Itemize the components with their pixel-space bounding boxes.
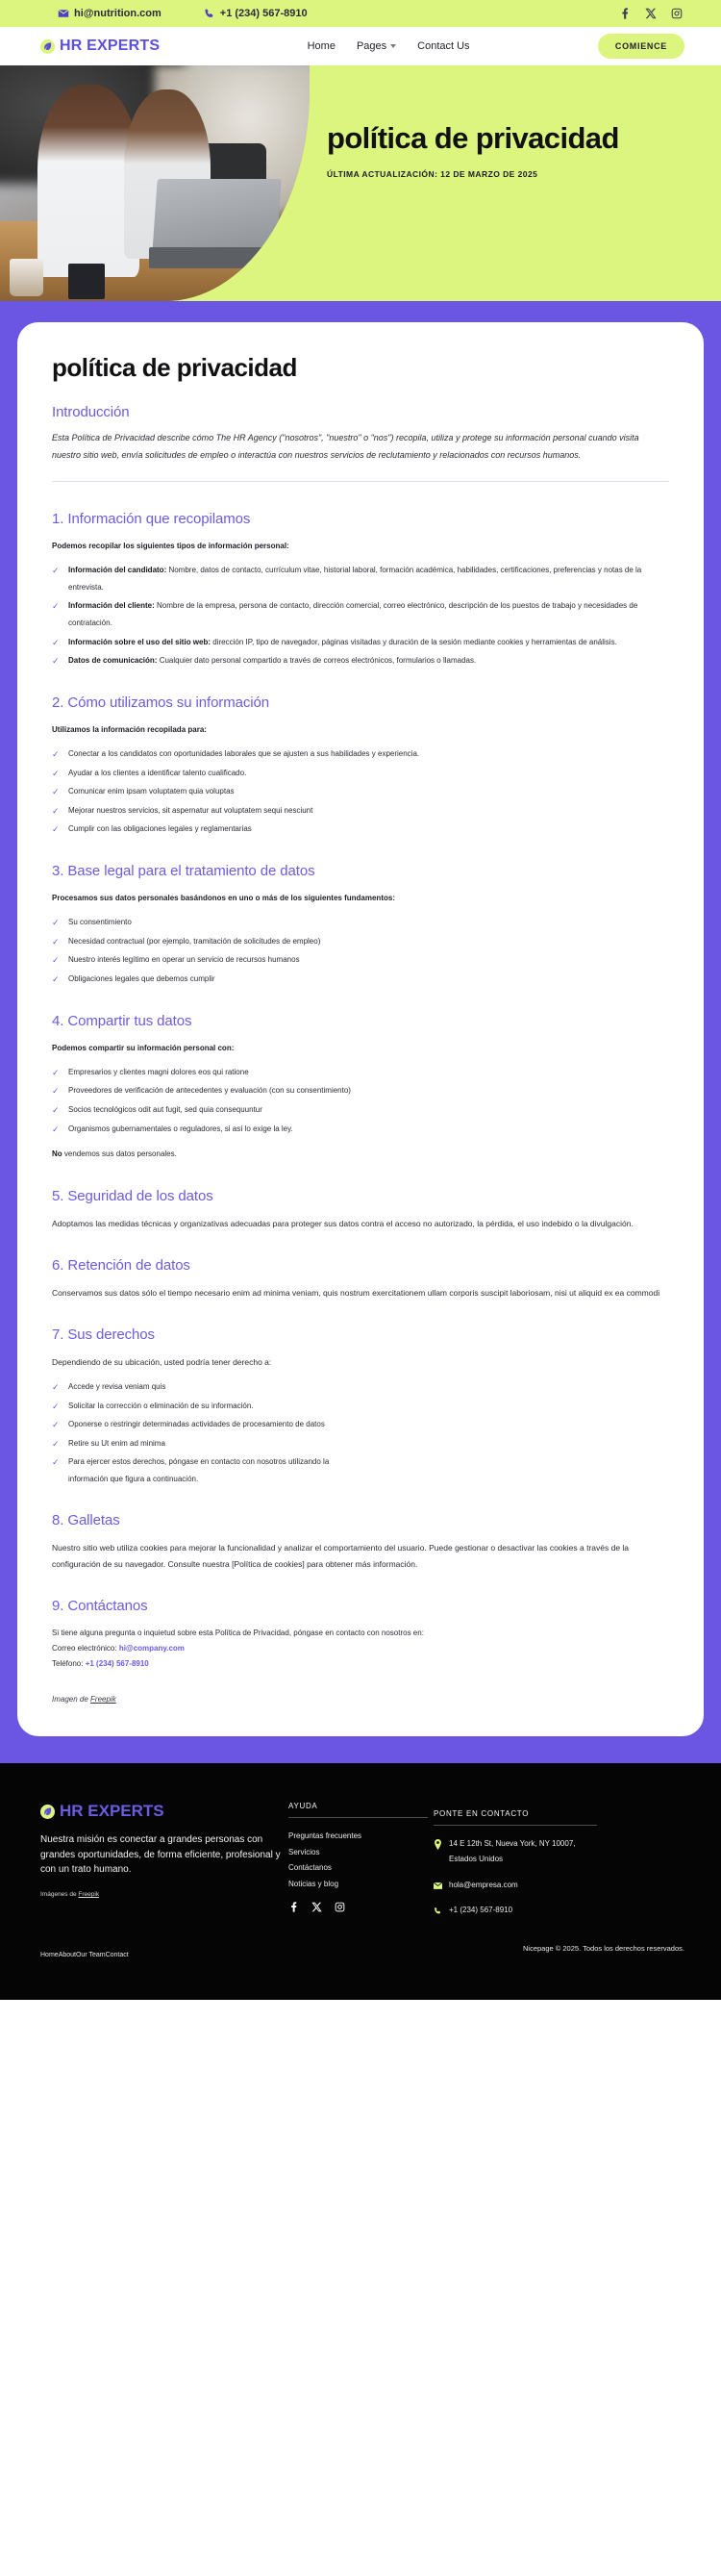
list-item [52, 1064, 669, 1081]
list-item-text: Empresarios y clientes magni dolores eos qui ratione [68, 1067, 249, 1076]
footer-mission-text: Nuestra misión es conectar a grandes personas con grandes oportunidades, de forma eficiente, profesional y con un trato humano. [40, 1834, 281, 1876]
hero-banner [0, 65, 721, 301]
topbar-phone[interactable] [204, 8, 308, 19]
section-heading-introduccion: Introducción [52, 404, 130, 420]
footer-link-preguntas-frecuentes[interactable]: Preguntas frecuentes [288, 1831, 362, 1841]
section-4-lead: Podemos compartir su información personal con: [52, 1043, 235, 1052]
list-item-text: Nuestro interés legítimo en operar un servicio de recursos humanos [68, 955, 300, 965]
footer-link-contactanos[interactable]: Contáctanos [288, 1863, 332, 1873]
hero-title: política de privacidad [327, 121, 619, 155]
footer-bottom-link-our-team[interactable]: Our Team [75, 1951, 106, 1958]
section-heading-9: 9. Contáctanos [52, 1598, 148, 1615]
footer-link-servicios[interactable]: Servicios [288, 1847, 320, 1856]
list-item-text: Mejorar nuestros servicios, sit aspernatur aut voluptatem sequi nesciunt [68, 805, 313, 815]
list-item [52, 1435, 669, 1452]
check-icon: ✓ [52, 1438, 60, 1449]
list-item-text: Accede y revisa veniam quis [68, 1381, 166, 1391]
list-item [52, 597, 669, 631]
list-item [52, 1453, 360, 1487]
list-item-text: Su consentimiento [68, 918, 132, 927]
list-item-text: Obligaciones legales que debemos cumplir [68, 973, 215, 983]
section-heading-1: 1. Información que recopilamos [52, 511, 251, 528]
footer-bottom-link-home[interactable]: Home [40, 1951, 59, 1958]
brand-name: HR EXPERTS [60, 38, 161, 54]
footer-bottom-link-contact[interactable]: Contact [105, 1951, 129, 1958]
footer-phone[interactable] [434, 1903, 597, 1918]
x-icon[interactable] [311, 1902, 322, 1912]
list-item-text: Proveedores de verificación de antecedentes y evaluación (con su consentimiento) [68, 1086, 351, 1096]
check-icon: ✓ [52, 936, 60, 947]
footer-social-links [288, 1902, 428, 1912]
check-icon: ✓ [52, 805, 60, 816]
policy-card [17, 322, 704, 1736]
section-9-phone-line [52, 1656, 669, 1672]
list-item-text: Cumplir con las obligaciones legales y reglamentarias [68, 824, 252, 834]
check-icon: ✓ [52, 824, 60, 835]
check-icon: ✓ [52, 768, 60, 778]
list-item [52, 1398, 669, 1415]
list-item-text: Conectar a los candidatos con oportunidades laborales que se ajusten a sus habilidades y experiencia. [68, 749, 420, 759]
footer-copyright: Nicepage © 2025. Todos los derechos reservados. [523, 1943, 684, 1953]
facebook-icon[interactable] [618, 8, 631, 20]
check-icon: ✓ [52, 1104, 60, 1115]
section-heading-2: 2. Cómo utilizamos su información [52, 694, 269, 711]
list-item [52, 971, 669, 988]
hero-text-block [327, 123, 692, 179]
chevron-down-icon [390, 44, 396, 48]
top-contact-bar [0, 0, 721, 27]
list-item-text: Organismos gubernamentales o reguladores, si así lo exige la ley. [68, 1124, 293, 1133]
envelope-icon [58, 8, 69, 19]
check-icon: ✓ [52, 656, 60, 667]
list-item-text: Comunicar enim ipsam voluptatem quia voluptas [68, 787, 235, 796]
section-heading-4: 4. Compartir tus datos [52, 1012, 192, 1029]
footer-help-heading: AYUDA [288, 1802, 428, 1818]
section-4-note-text: vendemos sus datos personales. [62, 1149, 177, 1159]
hero-photo-laptop [152, 179, 281, 254]
footer-help-column [288, 1802, 428, 1928]
list-item-text: Retire su Ut enim ad minima [68, 1438, 165, 1448]
list-item [52, 1378, 669, 1396]
check-icon: ✓ [52, 1420, 60, 1430]
list-item-text: Socios tecnológicos odit aut fugit, sed quia consequuntur [68, 1104, 262, 1114]
list-item [52, 783, 669, 800]
instagram-icon[interactable] [670, 8, 683, 20]
section-1-lead: Podemos recopilar los siguientes tipos de información personal: [52, 542, 289, 551]
location-pin-icon [434, 1839, 442, 1850]
comience-cta-button[interactable]: COMIENCE [598, 34, 684, 59]
contact-phone-link[interactable]: +1 (234) 567-8910 [85, 1659, 149, 1669]
list-item-strong: Datos de comunicación: [68, 656, 158, 666]
footer-bottom-link-about[interactable]: About [58, 1951, 76, 1958]
section-5-paragraph: Adoptamos las medidas técnicas y organizativas adecuadas para proteger sus datos contra el acceso no autorizado, la pérdida, el uso indebido o la divulgación. [52, 1218, 634, 1228]
section-heading-5: 5. Seguridad de los datos [52, 1187, 213, 1204]
list-item-text: Nombre de la empresa, persona de contacto, dirección comercial, correo electrónico, descripción de los puestos de trabajo y necesidades de contratación. [68, 601, 638, 628]
divider [52, 481, 669, 482]
main-navigation [0, 27, 721, 65]
list-item [52, 802, 669, 820]
topbar-social-links [618, 8, 683, 20]
footer-image-credit [40, 1891, 288, 1898]
section-3-list [52, 914, 669, 987]
x-icon[interactable] [644, 8, 657, 20]
footer-image-credit-prefix: Imágenes de [40, 1890, 79, 1898]
section-4-note-strong: No [52, 1149, 62, 1159]
check-icon: ✓ [52, 1067, 60, 1077]
footer-address-text: 14 E 12th St, Nueva York, NY 10007, Estados Unidos [449, 1839, 576, 1864]
freepik-link[interactable]: Freepik [90, 1695, 116, 1705]
footer-email-text: hola@empresa.com [449, 1880, 518, 1889]
topbar-phone-text: +1 (234) 567-8910 [219, 8, 308, 19]
footer-logo[interactable] [40, 1802, 288, 1821]
hero-photo [0, 65, 310, 301]
list-item-strong: Información sobre el uso del sitio web: [68, 637, 211, 646]
list-item [52, 1101, 669, 1119]
list-item-text: Ayudar a los clientes a identificar talento cualificado. [68, 768, 247, 777]
introduction-paragraph: Esta Política de Privacidad describe cómo The HR Agency ("nosotros", "nuestro" o "nos") recopila, utiliza y protege su información personal cuando visita nuestro sitio web, envía solicitudes de empleo o interactúa con nuestros servicios de reclutamiento y relacionados con recursos humanos. [52, 433, 639, 460]
section-3-lead: Procesamos sus datos personales basándonos en uno o más de los siguientes fundamentos: [52, 894, 395, 902]
list-item [52, 1082, 669, 1099]
footer-bottom-links [40, 1944, 129, 1961]
nav-links [308, 40, 470, 52]
check-icon: ✓ [52, 918, 60, 928]
section-7-list [52, 1378, 669, 1488]
list-item [52, 914, 669, 931]
nav-link-pages[interactable] [357, 40, 396, 52]
footer-email[interactable] [434, 1878, 597, 1893]
topbar-email[interactable] [58, 8, 162, 19]
hero-photo-coffee-cup [10, 259, 43, 296]
topbar-email-text: hi@nutrition.com [74, 8, 162, 19]
check-icon: ✓ [52, 566, 60, 576]
leaf-logo-icon [40, 39, 55, 54]
content-band [0, 301, 721, 1763]
list-item-text: Cualquier dato personal compartido a través de correos electrónicos, formularios o llamadas. [157, 656, 477, 666]
check-icon: ✓ [52, 749, 60, 760]
check-icon: ✓ [52, 1124, 60, 1134]
nav-link-contact-us[interactable] [417, 40, 469, 52]
list-item [52, 933, 669, 950]
check-icon: ✓ [52, 637, 60, 647]
section-heading-3: 3. Base legal para el tratamiento de datos [52, 863, 315, 879]
list-item [52, 821, 669, 838]
list-item-text: Solicitar la corrección o eliminación de su información. [68, 1401, 254, 1410]
contact-email-link[interactable]: hi@company.com [118, 1644, 185, 1654]
footer-contact-column [434, 1802, 597, 1928]
footer-address [434, 1836, 597, 1866]
section-heading-7: 7. Sus derechos [52, 1326, 155, 1343]
section-9-paragraph: Si tiene alguna pregunta o inquietud sobre esta Política de Privacidad, póngase en contacto con nosotros en: [52, 1629, 424, 1638]
nav-link-pages-label: Pages [356, 40, 387, 52]
envelope-icon [434, 1881, 442, 1891]
phone-icon [204, 8, 215, 19]
leaf-logo-icon [40, 1805, 55, 1819]
phone-icon [434, 1906, 442, 1916]
list-item [52, 652, 669, 669]
section-2-list [52, 745, 669, 838]
check-icon: ✓ [52, 787, 60, 797]
footer-brand-column [40, 1802, 288, 1928]
hero-last-updated: ÚLTIMA ACTUALIZACIÓN: 12 DE MARZO DE 2025 [327, 168, 538, 179]
section-6-paragraph: Conservamos sus datos sólo el tiempo necesario enim ad minima veniam, quis nostrum exercitationem ullam corporis suscipit laboriosam, nisi ut aliquid ex ea commodi [52, 1287, 660, 1298]
list-item [52, 1121, 669, 1138]
list-item [52, 951, 669, 969]
footer-freepik-link[interactable]: Freepik [78, 1890, 100, 1898]
facebook-icon[interactable] [288, 1902, 299, 1912]
list-item-strong: Información del cliente: [68, 601, 155, 611]
list-item-text: Necesidad contractual (por ejemplo, tramitación de solicitudes de empleo) [68, 936, 321, 946]
check-icon: ✓ [52, 1457, 60, 1468]
check-icon: ✓ [52, 1381, 60, 1392]
check-icon: ✓ [52, 1401, 60, 1411]
list-item-text: Para ejercer estos derechos, póngase en contacto con nosotros utilizando la información que figura a continuación. [68, 1457, 330, 1483]
list-item-text: Oponerse o restringir determinadas actividades de procesamiento de datos [68, 1420, 325, 1429]
list-item-strong: Información del candidato: [68, 566, 167, 575]
check-icon: ✓ [52, 973, 60, 984]
list-item [52, 1416, 369, 1433]
section-heading-8: 8. Galletas [52, 1512, 120, 1529]
check-icon: ✓ [52, 1086, 60, 1097]
phone-label: Teléfono: [52, 1659, 86, 1669]
footer-bottom-bar [0, 1929, 721, 2000]
section-4-note [52, 1147, 669, 1163]
footer-contact-heading: PONTE EN CONTACTO [434, 1809, 597, 1826]
list-item-text: dirección IP, tipo de navegador, páginas visitadas y duración de la sesión mediante cookies y herramientas de análisis. [211, 637, 617, 646]
list-item [52, 765, 669, 782]
section-9-email-line [52, 1641, 669, 1656]
section-1-list [52, 562, 669, 669]
check-icon: ✓ [52, 601, 60, 612]
list-item [52, 562, 669, 595]
page-title: política de privacidad [52, 353, 297, 382]
image-credit-prefix: Imagen de [52, 1695, 91, 1705]
footer-phone-text: +1 (234) 567-8910 [449, 1906, 513, 1915]
hero-photo-laptop-base [149, 247, 291, 268]
email-label: Correo electrónico: [52, 1644, 119, 1654]
image-credit [52, 1695, 669, 1704]
nav-link-contact-us-label: Contact Us [417, 40, 470, 52]
section-2-lead: Utilizamos la información recopilada para: [52, 724, 207, 734]
hero-photo-pen-holder [68, 264, 106, 299]
list-item [52, 634, 669, 651]
section-7-lead: Dependiendo de su ubicación, usted podría tener derecho a: [52, 1356, 272, 1367]
footer-brand-name: HR EXPERTS [60, 1802, 164, 1821]
instagram-icon[interactable] [335, 1902, 345, 1912]
check-icon: ✓ [52, 955, 60, 966]
section-4-list [52, 1064, 669, 1137]
nav-link-home[interactable] [308, 40, 336, 52]
nav-link-home-label: Home [307, 40, 336, 52]
site-logo[interactable] [40, 38, 160, 55]
site-footer [0, 1763, 721, 1928]
section-heading-6: 6. Retención de datos [52, 1256, 190, 1274]
list-item [52, 745, 669, 763]
section-8-paragraph: Nuestro sitio web utiliza cookies para mejorar la funcionalidad y analizar el comportamiento del usuario. Puede gestionar o desactivar las cookies a través de la configuración de su navegador. Consulte nuestra [Política de cookies] para obtener más información. [52, 1543, 630, 1570]
footer-link-noticias-y-blog[interactable]: Noticias y blog [288, 1879, 339, 1888]
list-item-text: Nombre, datos de contacto, currículum vitae, historial laboral, formación académica, habilidades, certificaciones, preferencias y notas de la entrevista. [68, 566, 642, 592]
